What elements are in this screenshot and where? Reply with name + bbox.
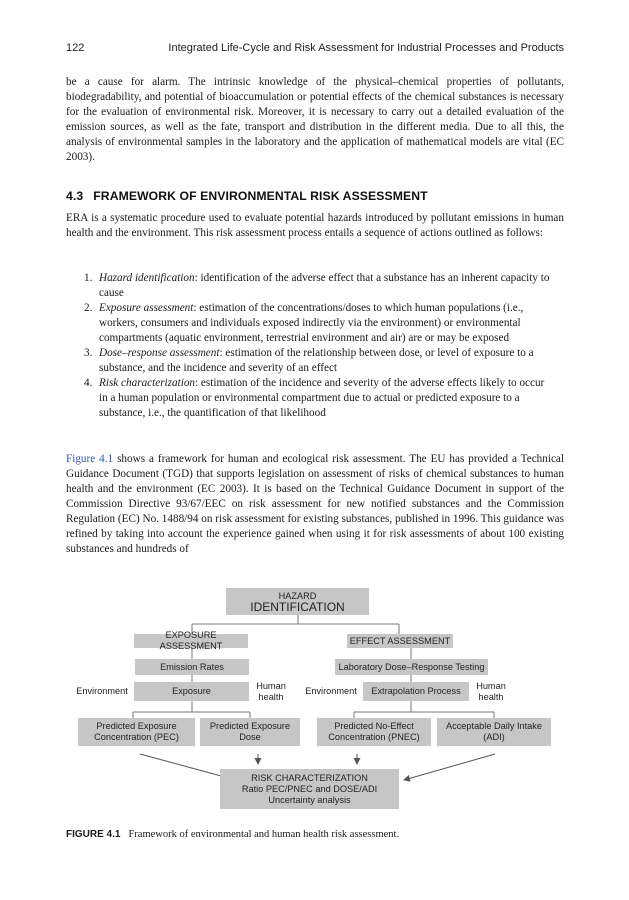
page-number: 122 (66, 42, 85, 54)
risk-line-3: Uncertainty analysis (268, 794, 351, 805)
adi-box: Acceptable Daily Intake (ADI) (437, 718, 551, 746)
risk-line-2: Ratio PEC/PNEC and DOSE/ADI (241, 783, 378, 794)
hazard-identification-box (226, 588, 369, 615)
exposure-assessment-box: EXPOSURE ASSESSMENT (134, 634, 248, 648)
effect-assessment-box: EFFECT ASSESSMENT (347, 634, 453, 648)
human-health-label-right: Human health (476, 681, 506, 702)
risk-line-1: RISK CHARACTERIZATION (251, 772, 368, 783)
list-term: Exposure assessment (99, 302, 194, 314)
running-title: Integrated Life-Cycle and Risk Assessment for Industrial Processes and Products (168, 42, 564, 54)
pnec-box: Predicted No-Effect Concentration (PNEC) (317, 718, 431, 746)
list-text: : estimation of the relationship between dose, or level of exposure to a substance, and the incidence and severity of an effect (99, 347, 534, 374)
environment-label-left: Environment (76, 686, 128, 696)
section-number: 4.3 (66, 189, 84, 203)
ped-box: Predicted Exposure Dose (200, 718, 300, 746)
figure-caption (66, 829, 399, 840)
identification-label: IDENTIFICATION (250, 599, 345, 614)
paragraph-era: ERA is a systematic procedure used to evaluate potential hazards introduced by pollutant emissions in human health and the environment. This risk assessment process entails a sequence of actions outlined as follows: (66, 212, 564, 239)
paragraph-intro: be a cause for alarm. The intrinsic knowledge of the physical–chemical properties of pollutants, biodegradability, and potential of bioaccumulation or potential effects of the chemical substances is necessary for the evaluation of environmental risk. Moreover, it is necessary to carry out a detailed evaluation of the emission sources, as well as the fate, transport and distribution in the different media. Due to all this, the analysis of environmental samples in the laboratory and the application of mathematical models are vital (EC 2003). (66, 76, 564, 163)
extrapolation-box: Extrapolation Process (363, 682, 469, 701)
figure-reference-link[interactable]: Figure 4.1 (66, 453, 114, 465)
list-number: 2. (84, 302, 93, 314)
lab-testing-box: Laboratory Dose–Response Testing (335, 659, 488, 675)
list-number: 1. (84, 272, 93, 284)
list-text: : estimation of the concentrations/doses to which human populations (i.e., workers, consumers and individuals exposed indirectly via the environment) or environmental compartments (aquatic environment, terrestrial environment and air) are or may be exposed (99, 302, 524, 344)
list-text: : identification of the adverse effect that a substance has an inherent capacity to cause (99, 272, 550, 299)
caption-text: Framework of environmental and human health risk assessment. (128, 829, 400, 840)
environment-label-right: Environment (305, 686, 357, 696)
list-term: Risk characterization (99, 377, 196, 389)
list-number: 4. (84, 377, 93, 389)
emission-rates-box: Emission Rates (135, 659, 249, 675)
list-term: Hazard identification (99, 272, 195, 284)
hazard-label: HAZARD (278, 590, 317, 601)
pec-box: Predicted Exposure Concentration (PEC) (78, 718, 195, 746)
risk-characterization-box (220, 769, 399, 809)
list-number: 3. (84, 347, 93, 359)
section-title: FRAMEWORK OF ENVIRONMENTAL RISK ASSESSMENT (93, 189, 428, 203)
exposure-box: Exposure (134, 682, 249, 701)
figure-label: FIGURE 4.1 (66, 829, 121, 840)
human-health-label-left: Human health (256, 681, 286, 702)
list-term: Dose–response assessment (99, 347, 220, 359)
paragraph-framework-text: shows a framework for human and ecological risk assessment. The EU has provided a Technical Guidance Document (TGD) that supports legislation on assessment of risks of chemical substances to human health and the environment (EC 2003). It is based on the Technical Guidance Document in support of the Commission Directive 93/67/EEC on risk assessment for new notified substances and the Commission Regulation (EC) No. 1488/94 on risk assessment for existing substances, published in 1996. This guidance was refined by taking into account the experience gained when using it for risk assessments of about 100 existing substances and hundreds of (66, 453, 564, 555)
list-text: : estimation of the incidence and severity of the adverse effects likely to occur in a human population or environmental compartment due to actual or predicted exposure to a substance, i.e., the quantification of that likelihood (99, 377, 545, 419)
